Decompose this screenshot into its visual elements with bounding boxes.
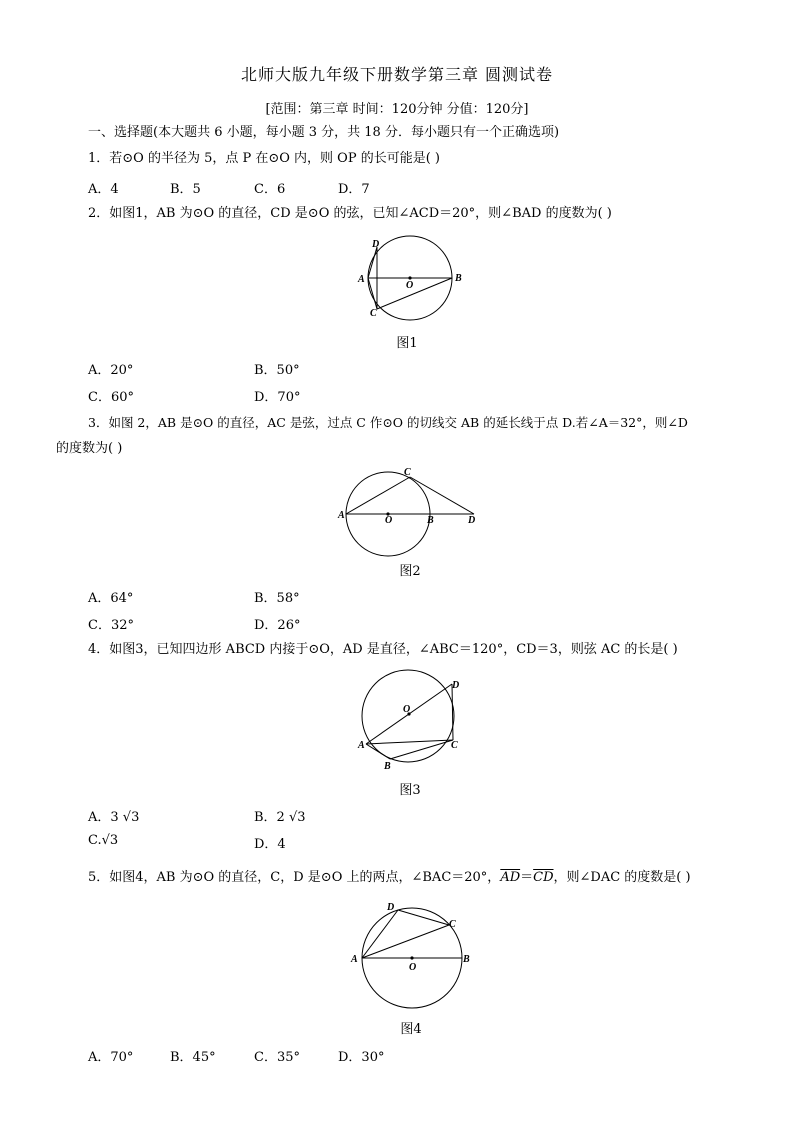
q2-option-b[interactable]: B．50° xyxy=(254,363,300,378)
label-d: D xyxy=(372,239,380,250)
circle-o xyxy=(362,670,454,762)
figure-4-caption: 图4 xyxy=(400,1022,422,1037)
figure-2 xyxy=(338,464,488,564)
label-d: D xyxy=(452,680,460,691)
q5-stem-part1: 5．如图4，AB 为⊙O 的直径，C，D 是⊙O 上的两点，∠BAC＝20°， xyxy=(88,870,501,885)
q5-option-b[interactable]: B．45° xyxy=(170,1050,216,1065)
label-c: C xyxy=(451,740,458,751)
question-4-stem: 4．如图3，已知四边形 ABCD 内接于⊙O，AD 是直径，∠ABC＝120°，CD＝3，则弦 AC 的长是( ) xyxy=(88,642,678,657)
question-1-stem: 1．若⊙O 的半径为 5，点 P 在⊙O 内，则 OP 的长可能是( ) xyxy=(88,151,440,166)
q5-option-a[interactable]: A．70° xyxy=(88,1050,134,1065)
figure-3 xyxy=(355,668,475,778)
q5-equals: ＝ xyxy=(520,870,534,885)
q1-option-c[interactable]: C．6 xyxy=(254,182,286,197)
label-o: O xyxy=(385,515,393,526)
q3-option-c[interactable]: C．32° xyxy=(88,618,134,633)
figure-4 xyxy=(345,898,480,1013)
q5-option-c[interactable]: C．35° xyxy=(254,1050,300,1065)
label-b: B xyxy=(463,954,470,965)
q1-option-b[interactable]: B．5 xyxy=(170,182,201,197)
question-2-stem: 2．如图1，AB 为⊙O 的直径，CD 是⊙O 的弦，已知∠ACD＝20°，则∠BAD 的度数为( ) xyxy=(88,206,612,221)
center-point xyxy=(410,956,413,959)
chord-ac xyxy=(366,740,453,744)
chord-ac xyxy=(368,278,377,309)
figure-2-caption: 图2 xyxy=(399,564,421,579)
q4-option-a[interactable]: A．3 √3 xyxy=(88,810,140,825)
label-o: O xyxy=(406,280,414,291)
question-5-stem xyxy=(88,870,691,886)
q2-option-d[interactable]: D．70° xyxy=(254,390,301,405)
question-3-stem-line1: 3．如图 2，AB 是⊙O 的直径，AC 是弦，过点 C 作⊙O 的切线交 AB 的延长线于点 D.若∠A＝32°，则∠D xyxy=(88,415,688,430)
label-a: A xyxy=(358,740,365,751)
q2-option-c[interactable]: C．60° xyxy=(88,390,134,405)
section-heading: 一、选择题(本大题共 6 小题，每小题 3 分，共 18 分．每小题只有一个正确选项) xyxy=(88,125,560,140)
label-d: D xyxy=(387,902,395,913)
label-o: O xyxy=(409,962,417,973)
chord-cb xyxy=(377,278,452,309)
arc-ad: $\overline{AD}$ xyxy=(500,870,521,885)
q4-option-b[interactable]: B．2 √3 xyxy=(254,810,306,825)
q4-option-c[interactable]: C.√3 xyxy=(88,833,119,848)
q3-option-b[interactable]: B．58° xyxy=(254,591,300,606)
q4-option-d[interactable]: D．4 xyxy=(254,837,286,852)
q3-option-d[interactable]: D．26° xyxy=(254,618,301,633)
label-o: O xyxy=(403,704,411,715)
label-c: C xyxy=(370,308,377,319)
question-3-stem-line2: 的度数为( ) xyxy=(56,441,123,456)
figure-1 xyxy=(350,230,470,330)
label-b: B xyxy=(455,273,462,284)
chord-ac xyxy=(346,477,410,514)
chord-ac xyxy=(362,925,449,958)
label-b: B xyxy=(427,515,434,526)
q5-stem-part2: ，则∠DAC 的度数是( ) xyxy=(553,870,691,885)
label-b: B xyxy=(384,761,391,772)
q1-option-d[interactable]: D．7 xyxy=(338,182,370,197)
chord-dc xyxy=(452,684,453,740)
label-a: A xyxy=(358,274,365,285)
figure-3-caption: 图3 xyxy=(399,783,421,798)
page-title: 北师大版九年级下册数学第三章 圆测试卷 xyxy=(240,65,554,84)
label-a: A xyxy=(338,510,345,521)
label-d: D xyxy=(468,515,476,526)
q3-option-a[interactable]: A．64° xyxy=(88,591,134,606)
chord-ab xyxy=(366,744,390,759)
q1-option-a[interactable]: A．4 xyxy=(88,182,119,197)
arc-cd: $\overline{CD}$ xyxy=(533,870,554,885)
q5-option-d[interactable]: D．30° xyxy=(338,1050,385,1065)
q2-option-a[interactable]: A．20° xyxy=(88,363,134,378)
exam-info: [范围：第三章 时间：120分钟 分值：120分] xyxy=(265,102,529,117)
chord-da xyxy=(368,247,377,278)
label-a: A xyxy=(351,954,358,965)
tangent-cd xyxy=(410,477,474,514)
figure-1-caption: 图1 xyxy=(396,336,418,351)
label-c: C xyxy=(449,919,456,930)
label-c: C xyxy=(404,467,411,478)
